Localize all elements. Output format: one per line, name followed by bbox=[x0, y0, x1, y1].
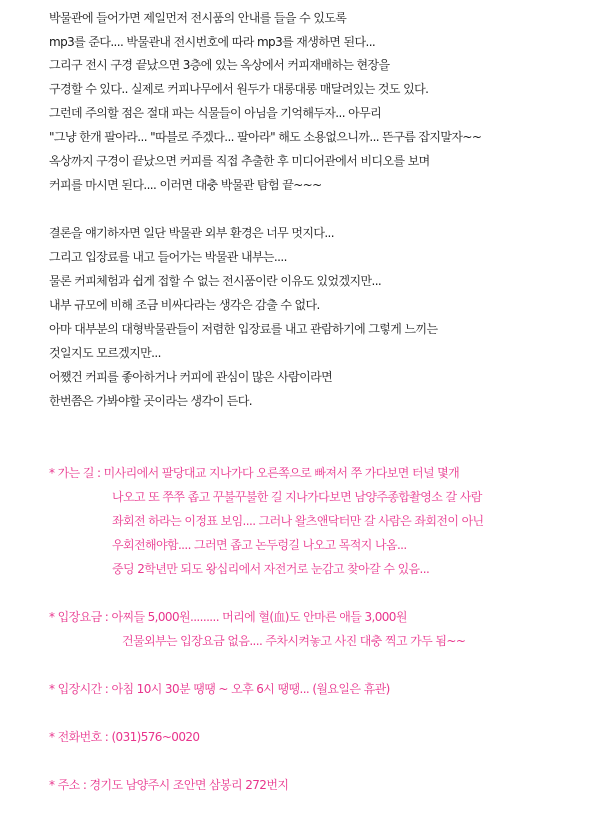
paragraph1-line-1: 박물관에 들어가면 제일먼저 전시품의 안내를 들을 수 있도록 bbox=[49, 11, 347, 25]
directions-line-1: * 가는 길 : 미사리에서 팔당대교 지나가다 오른쪽으로 빠져서 쭈 가다보면 터널 몇개 bbox=[49, 466, 460, 480]
opening-hours: * 입장시간 : 아침 10시 30분 땡땡 ~ 오후 6시 땡땡... (월요일은 휴관) bbox=[49, 682, 390, 696]
paragraph2-line-5: 아마 대부분의 대형박물관들이 저렴한 입장료를 내고 관람하기에 그렇게 느끼는 bbox=[49, 322, 438, 336]
directions-line-2: 나오고 또 쭈쭈 좁고 꾸불꾸불한 길 지나가다보면 남양주종합촬영소 갈 사람 bbox=[112, 490, 482, 504]
paragraph1-line-4: 구경할 수 있다.. 실제로 커피나무에서 원두가 대롱대롱 매달려있는 것도 있다. bbox=[49, 82, 429, 96]
paragraph1-line-3: 그리구 전시 구경 끝났으면 3층에 있는 옥상에서 커피재배하는 현장을 bbox=[49, 58, 390, 72]
paragraph2-line-8: 한번쯤은 가봐야할 곳이라는 생각이 든다. bbox=[49, 394, 252, 408]
directions-line-3: 좌회전 하라는 이정표 보임.... 그러나 왈츠앤닥터만 갈 사람은 좌회전이 아닌 bbox=[112, 514, 484, 528]
paragraph2-line-2: 그리고 입장료를 내고 들어가는 박물관 내부는.... bbox=[49, 250, 287, 264]
phone-number: * 전화번호 : (031)576~0020 bbox=[49, 730, 200, 744]
paragraph1-line-6: "그냥 한개 팔아라... "따블로 주겠다... 팔아라" 해도 소용없으니까... 뜬구름 잡지말자~~ bbox=[49, 130, 482, 144]
admission-line-2: 건물외부는 입장요금 없음.... 주차시켜놓고 사진 대충 찍고 가두 됨~~ bbox=[122, 634, 466, 648]
paragraph2-line-6: 것일지도 모르겠지만... bbox=[49, 346, 161, 360]
paragraph2-line-1: 결론을 얘기하자면 일단 박물관 외부 환경은 너무 멋지다... bbox=[49, 226, 334, 240]
paragraph1-line-2: mp3를 준다.... 박물관내 전시번호에 따라 mp3를 재생하면 된다... bbox=[49, 35, 376, 49]
paragraph1-line-7: 옥상까지 구경이 끝났으면 커피를 직접 추출한 후 미디어관에서 비디오를 보며 bbox=[49, 154, 430, 168]
directions-line-4: 우회전해야함.... 그러면 좁고 논두렁길 나오고 목적지 나옴... bbox=[112, 538, 407, 552]
paragraph2-line-4: 내부 규모에 비해 조금 비싸다라는 생각은 감출 수 없다. bbox=[49, 298, 320, 312]
address: * 주소 : 경기도 남양주시 조안면 삼봉리 272번지 bbox=[49, 778, 289, 792]
paragraph1-line-8: 커피를 마시면 된다.... 이러면 대충 박물관 탐험 끝~~~ bbox=[49, 178, 322, 192]
directions-line-5: 중딩 2학년만 되도 왕십리에서 자전거로 눈감고 찾아갈 수 있음... bbox=[112, 562, 430, 576]
paragraph2-line-3: 물론 커피체험과 쉽게 접할 수 없는 전시품이란 이유도 있었겠지만... bbox=[49, 274, 382, 288]
paragraph1-line-5: 그런데 주의할 점은 절대 파는 식물들이 아님을 기억해두자... 아무리 bbox=[49, 106, 382, 120]
admission-line-1: * 입장요금 : 아찌들 5,000원......... 머리에 혈(血)도 안마른 애들 3,000원 bbox=[49, 610, 407, 624]
paragraph2-line-7: 어쨌건 커피를 좋아하거나 커피에 관심이 많은 사람이라면 bbox=[49, 370, 333, 384]
